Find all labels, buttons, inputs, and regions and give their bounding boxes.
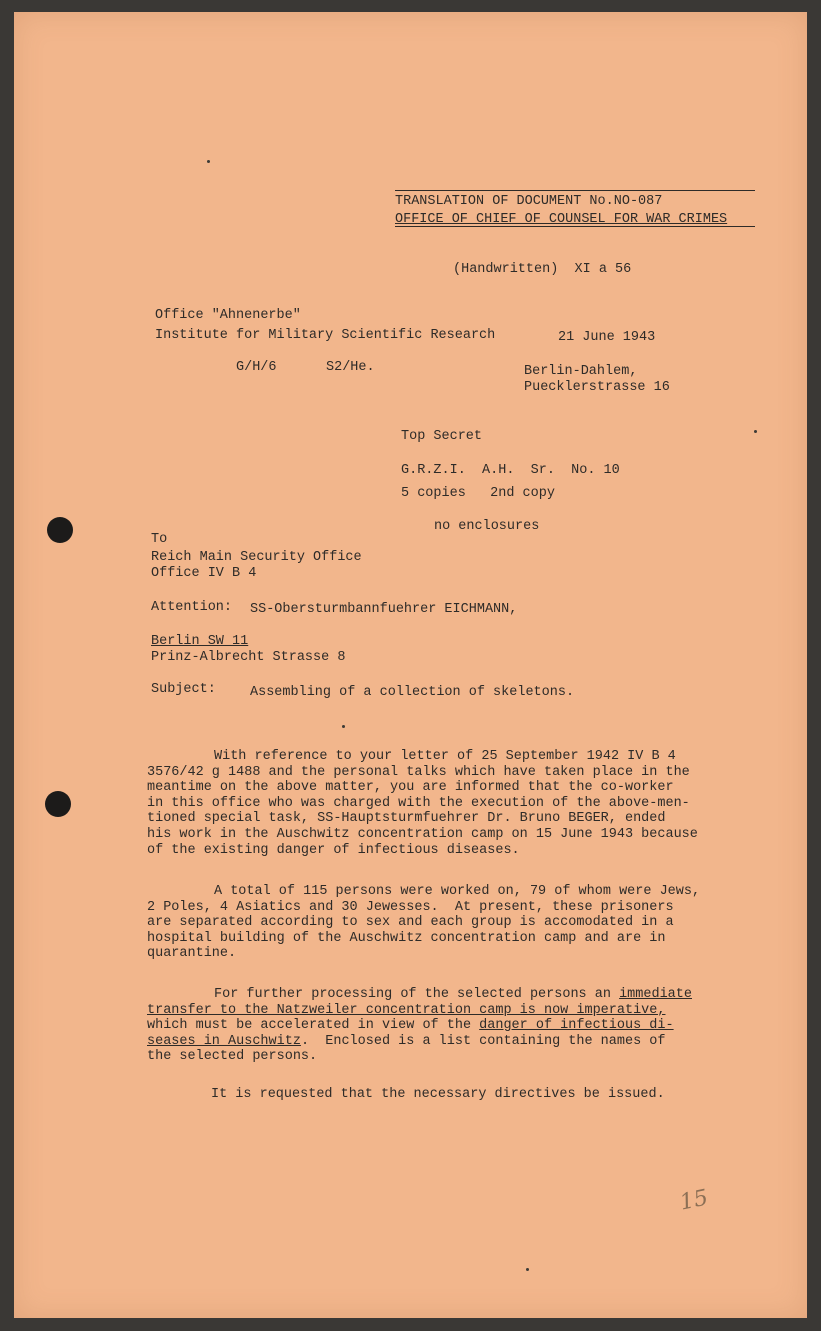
p2-line: A total of 115 persons were worked on, 79 of whom were Jews, — [214, 884, 701, 899]
recipient-to: To — [151, 532, 168, 547]
paper-speck — [754, 430, 757, 433]
classification-enclosures: no enclosures — [434, 519, 540, 534]
p1-line: of the existing danger of infectious diseases. — [147, 842, 520, 858]
punch-hole-top — [47, 517, 73, 543]
attention-name: SS-Obersturmbannfuehrer EICHMANN, — [250, 602, 518, 617]
paragraph-4: It is requested that the necessary directives be issued. — [211, 1087, 665, 1102]
p2-line: 2 Poles, 4 Asiatics and 30 Jewesses. At present, these prisoners — [147, 899, 674, 915]
p3-text: which must be accelerated in view of the — [147, 1018, 480, 1034]
p1-line: his work in the Auschwitz concentration camp on 15 June 1943 because — [147, 826, 698, 842]
header-line-1: TRANSLATION OF DOCUMENT No.NO-087 — [395, 194, 663, 209]
p2-line: quarantine. — [147, 946, 237, 962]
recipient-city: Berlin SW 11 — [151, 634, 249, 649]
p1-line: 3576/42 g 1488 and the personal talks which have taken place in the — [147, 764, 690, 780]
sender-office: Office "Ahnenerbe" — [155, 308, 301, 323]
paper-speck — [342, 725, 345, 728]
p1-line: With reference to your letter of 25 September 1942 IV B 4 — [214, 749, 676, 764]
punch-hole-bottom — [45, 791, 71, 817]
paper-speck — [207, 160, 210, 163]
p3-line — [147, 1018, 674, 1033]
p1-line: meantime on the above matter, you are informed that the co-worker — [147, 780, 674, 796]
document-page — [14, 12, 807, 1318]
p2-line: hospital building of the Auschwitz concentration camp and are in — [147, 930, 666, 946]
p3-underlined: seases in Auschwitz — [147, 1033, 301, 1049]
p3-underlined: immediate — [619, 987, 692, 1002]
recipient-street: Prinz-Albrecht Strasse 8 — [151, 650, 346, 665]
header-rule — [395, 190, 755, 191]
letter-date: 21 June 1943 — [558, 330, 656, 345]
classification-copies: 5 copies 2nd copy — [401, 486, 555, 501]
p3-line: the selected persons. — [147, 1049, 318, 1065]
p3-text: . Enclosed is a list containing the names of — [300, 1033, 666, 1049]
page-number: 15 — [677, 1185, 711, 1216]
p3-line — [147, 1034, 666, 1049]
header-line-2: OFFICE OF CHIEF OF COUNSEL FOR WAR CRIMES — [395, 212, 728, 227]
header-rule-bottom — [395, 226, 755, 227]
subject-text: Assembling of a collection of skeletons. — [250, 685, 575, 700]
sender-ref-2: S2/He. — [326, 360, 375, 375]
p1-line: tioned special task, SS-Hauptsturmfuehrer Dr. Bruno BEGER, ended — [147, 811, 666, 827]
attention-label: Attention: — [151, 600, 233, 615]
paragraph-2 — [147, 884, 700, 962]
sender-ref-1: G/H/6 — [236, 360, 277, 375]
classification-secret: Top Secret — [401, 429, 483, 444]
classification-number: G.R.Z.I. A.H. Sr. No. 10 — [401, 463, 620, 478]
paper-speck — [526, 1268, 529, 1271]
p3-underlined: transfer to the Natzweiler concentration camp is now imperative, — [147, 1002, 666, 1018]
p2-line: are separated according to sex and each group is accomodated in a — [147, 915, 674, 931]
p3-text: For further processing of the selected persons an — [214, 987, 620, 1002]
file-reference: (Handwritten) XI a 56 — [453, 262, 632, 277]
paragraph-3 — [147, 987, 692, 1065]
sender-institute: Institute for Military Scientific Research — [155, 328, 496, 343]
subject-label: Subject: — [151, 682, 216, 697]
sender-street: Puecklerstrasse 16 — [524, 380, 670, 395]
sender-city: Berlin-Dahlem, — [524, 364, 638, 379]
paragraph-1 — [147, 749, 698, 858]
p3-underlined: danger of infectious di- — [479, 1018, 674, 1034]
p3-line — [147, 987, 692, 1002]
recipient-dept: Office IV B 4 — [151, 566, 257, 581]
p1-line: in this office who was charged with the execution of the above-men- — [147, 795, 690, 811]
recipient-office: Reich Main Security Office — [151, 550, 362, 565]
